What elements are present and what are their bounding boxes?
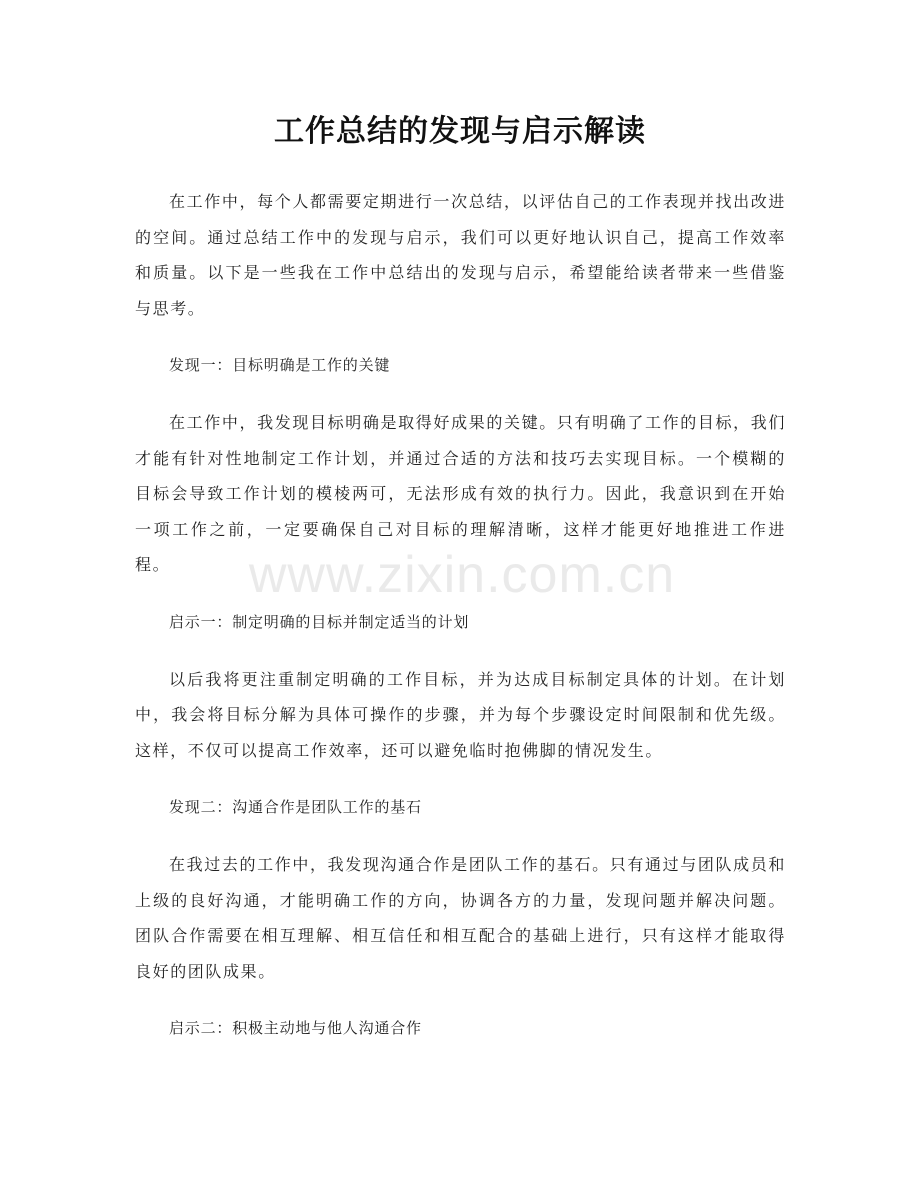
intro-paragraph: 在工作中，每个人都需要定期进行一次总结，以评估自己的工作表现并找出改进的空间。通过总结工作中的发现与启示，我们可以更好地认识自己，提高工作效率和质量。以下是一些我在工作中总结出的发现与启示，希望能给读者带来一些借鉴与思考。 (135, 192, 786, 318)
finding-one-paragraph: 在工作中，我发现目标明确是取得好成果的关键。只有明确了工作的目标，我们才能有针对性地制定工作计划，并通过合适的方法和技巧去实现目标。一个模糊的目标会导致工作计划的模棱两可，无法形成有效的执行力。因此，我意识到在开始一项工作之前，一定要确保自己对目标的理解清晰，这样才能更好地推进工作进程。 (135, 413, 786, 574)
finding-two-heading: 发现二：沟通合作是团队工作的基石 (169, 798, 422, 816)
document-title: 工作总结的发现与启示解读 (274, 114, 646, 149)
watermark: www.zixin.com.cn (248, 546, 676, 604)
insight-two-heading: 启示二：积极主动地与他人沟通合作 (169, 1019, 422, 1037)
document-body (135, 184, 786, 1068)
insight-one-paragraph: 以后我将更注重制定明确的工作目标，并为达成目标制定具体的计划。在计划中，我会将目标分解为具体可操作的步骤，并为每个步骤设定时间限制和优先级。这样，不仅可以提高工作效率，还可以避免临时抱佛脚的情况发生。 (135, 669, 786, 760)
insight-one-heading: 启示一：制定明确的目标并制定适当的计划 (169, 612, 470, 631)
finding-two-paragraph: 在我过去的工作中，我发现沟通合作是团队工作的基石。只有通过与团队成员和上级的良好沟通，才能明确工作的方向，协调各方的力量，发现问题并解决问题。团队合作需要在相互理解、相互信任和相互配合的基础上进行，只有这样才能取得良好的团队成果。 (135, 855, 786, 981)
finding-one-heading: 发现一：目标明确是工作的关键 (169, 356, 391, 374)
